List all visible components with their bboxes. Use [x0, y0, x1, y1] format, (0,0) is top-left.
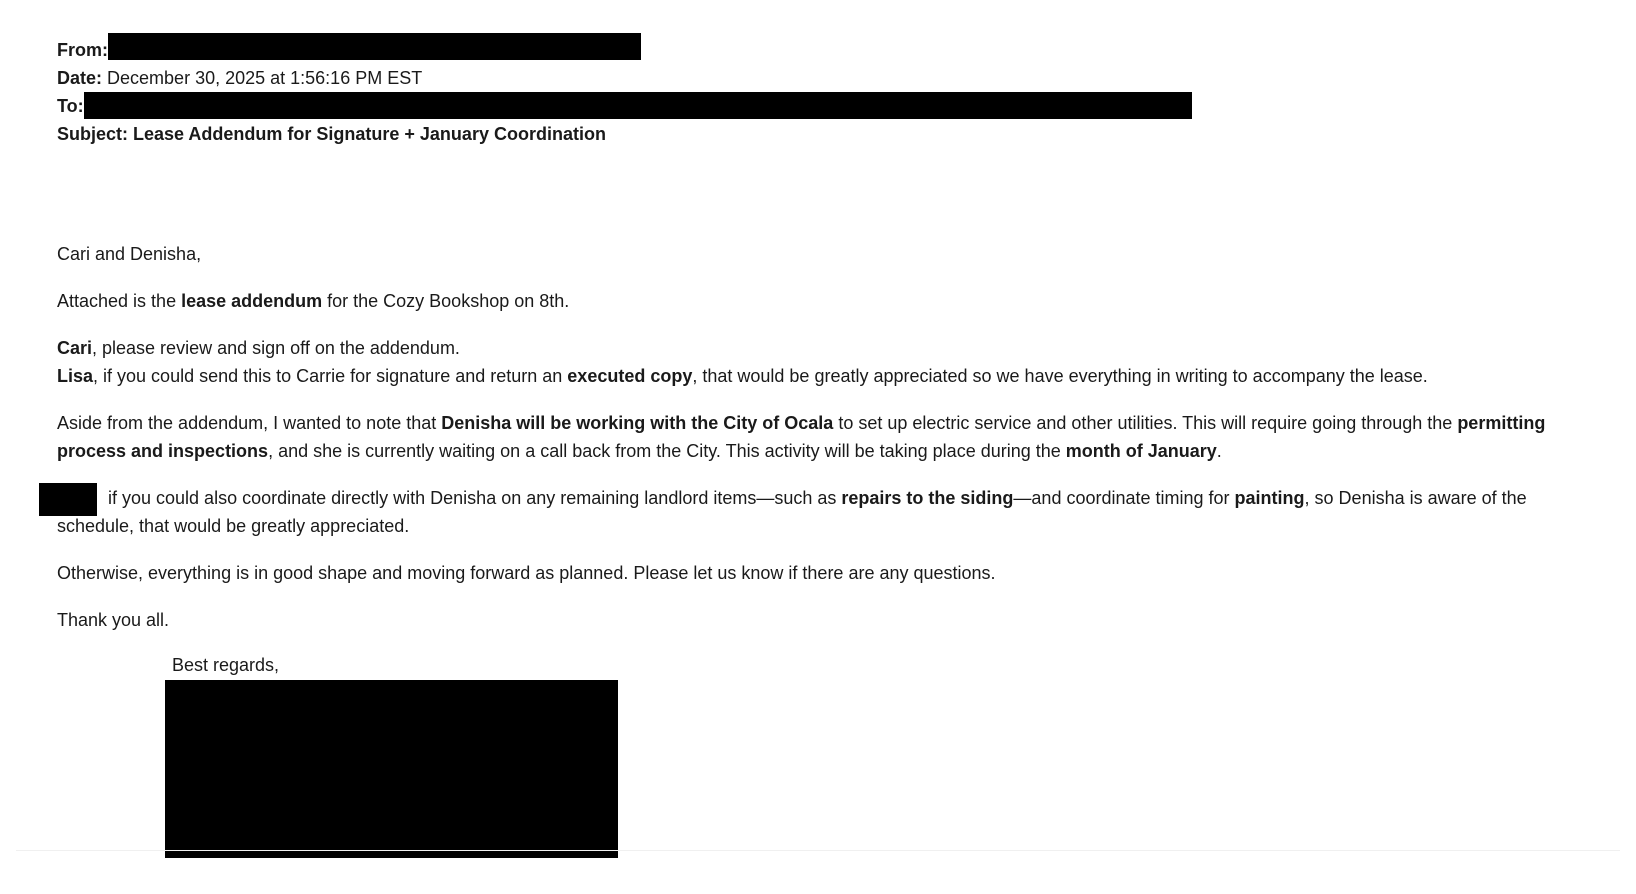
p5-text-a: if you could also coordinate directly with Denisha on any remaining landlord items—such as: [103, 488, 842, 508]
p3-text-d: , that would be greatly appreciated so we have everything in writing to accompany the lease.: [692, 366, 1428, 386]
p3-bold-lisa: Lisa: [57, 366, 94, 386]
paragraph-cari: [57, 334, 1602, 362]
signature-redaction: [165, 680, 618, 858]
p5-text-c: —and coordinate timing for: [1013, 488, 1235, 508]
p1-text-a: Attached is the: [57, 291, 182, 311]
to-label: To:: [57, 96, 84, 116]
p4-bold-city-of-ocala: Denisha will be working with the City of Ocala: [441, 413, 834, 433]
from-label: From:: [57, 40, 108, 60]
greeting: Cari and Denisha,: [57, 244, 202, 264]
date-label: Date:: [57, 68, 103, 88]
to-line: [57, 92, 1557, 120]
date-line: [57, 64, 1557, 92]
paragraph-thanks: Thank you all.: [57, 610, 170, 630]
divider: [16, 850, 1620, 851]
paragraph-lisa: [57, 362, 1602, 390]
p1-text-c: for the Cozy Bookshop on 8th.: [322, 291, 570, 311]
from-line: [57, 36, 1557, 64]
p2-bold-cari: Cari: [57, 338, 93, 358]
from-redaction: [108, 33, 641, 60]
p1-bold-lease-addendum: lease addendum: [181, 291, 323, 311]
p4-text-c: to set up electric service and other utilities. This will require going through the: [833, 413, 1458, 433]
subject-label: Subject:: [57, 124, 129, 144]
signoff: Best regards,: [172, 655, 280, 675]
email-body: [57, 240, 1602, 653]
date-value: December 30, 2025 at 1:56:16 PM EST: [107, 68, 423, 88]
paragraph-landlord: [57, 484, 1602, 540]
p4-text-g: .: [1216, 441, 1222, 461]
p5-bold-repairs-siding: repairs to the siding: [841, 488, 1014, 508]
name-redaction: [39, 483, 97, 516]
p5-text-e: , so Denisha is aware of the schedule, that would be greatly appreciated.: [57, 488, 1527, 536]
p3-text-b: , if you could send this to Carrie for signature and return an: [93, 366, 568, 386]
p4-bold-permitting: permitting process and inspections: [57, 413, 1546, 461]
subject-line: [57, 120, 1557, 148]
to-redaction: [84, 92, 1192, 119]
p4-bold-month-of-january: month of January: [1065, 441, 1217, 461]
p5-bold-painting: painting: [1234, 488, 1305, 508]
p3-bold-executed-copy: executed copy: [567, 366, 693, 386]
p4-text-e: , and she is currently waiting on a call back from the City. This activity will be taking place during the: [268, 441, 1066, 461]
paragraph-attachment: [57, 287, 1602, 315]
subject-value: Lease Addendum for Signature + January Coordination: [133, 124, 606, 144]
email-header: [57, 36, 1557, 148]
p2-text: , please review and sign off on the addendum.: [92, 338, 460, 358]
paragraph-otherwise: Otherwise, everything is in good shape and moving forward as planned. Please let us know if there are any questions.: [57, 563, 996, 583]
p4-text-a: Aside from the addendum, I wanted to note that: [57, 413, 442, 433]
paragraph-utilities: [57, 409, 1602, 465]
